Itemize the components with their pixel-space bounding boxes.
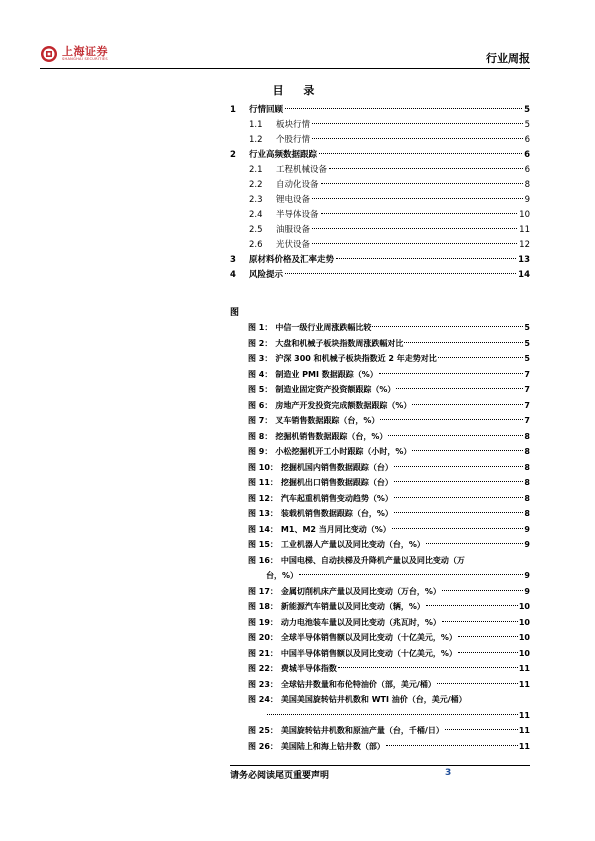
figure-label: 图 10： [248, 462, 278, 472]
toc-title: 目 录 [272, 84, 323, 97]
leader-dots [285, 273, 516, 274]
leader-dots [396, 388, 523, 389]
figure-label: 图 23： [248, 679, 278, 689]
leader-dots [442, 621, 518, 622]
figure-label: 图 26： [248, 741, 278, 751]
figure-entry[interactable] [248, 661, 530, 677]
figure-entry[interactable] [248, 320, 530, 336]
toc-entry-title: 自动化设备 [276, 180, 319, 190]
toc-entry-number: 2.5 [249, 225, 263, 235]
figure-page: 7 [524, 385, 530, 394]
figure-page: 10 [518, 648, 530, 658]
figure-entry[interactable] [248, 475, 530, 491]
toc-entry[interactable] [230, 253, 530, 268]
toc-entry-page: 13 [518, 255, 530, 265]
figure-label: 图 9： [248, 447, 273, 456]
figure-list-heading: 图 [230, 308, 240, 318]
toc-entry[interactable] [230, 163, 530, 178]
toc-entry[interactable] [230, 118, 530, 133]
leader-dots [458, 636, 518, 637]
leader-dots [412, 404, 523, 405]
toc-entry-title: 风险提示 [249, 270, 284, 280]
leader-dots [321, 213, 518, 214]
toc-entry[interactable] [230, 148, 530, 163]
leader-dots [442, 590, 523, 591]
logo [40, 45, 108, 63]
leader-dots [312, 123, 523, 124]
toc-entry[interactable] [230, 133, 530, 148]
toc-entry-page: 11 [519, 225, 530, 235]
leader-dots [388, 435, 523, 436]
figure-page: 8 [524, 462, 530, 472]
leader-dots [438, 357, 524, 358]
leader-dots [426, 543, 523, 544]
header-divider [40, 68, 530, 69]
logo-name: 上海证券 [62, 45, 108, 59]
figure-entry[interactable] [248, 351, 530, 367]
leader-dots [312, 228, 517, 229]
figure-page: 9 [524, 524, 530, 534]
figure-entry[interactable] [248, 367, 530, 383]
toc-entry-number: 2 [230, 150, 236, 160]
figure-page: 8 [524, 431, 530, 441]
figure-page: 7 [524, 416, 530, 425]
figure-page: 5 [524, 354, 530, 363]
figure-title: 美国旋转钻井机数和原油产量（台，千桶/日） [280, 726, 444, 735]
figure-title: 动力电池装车量以及同比变动（兆瓦时，%） [280, 617, 441, 627]
toc-entry[interactable] [230, 208, 530, 223]
figure-label: 图 2： [248, 338, 273, 348]
figure-title: 新能源汽车销量以及同比变动（辆，%） [280, 602, 425, 611]
leader-dots [329, 168, 523, 169]
figure-label: 图 21： [248, 648, 278, 658]
figure-label: 图 15： [248, 540, 278, 549]
leader-dots [338, 667, 518, 668]
toc-entry[interactable] [230, 238, 530, 253]
leader-dots [394, 481, 524, 482]
toc-entry-title: 锂电设备 [276, 195, 311, 205]
disclaimer-note: 请务必阅读尾页重要声明 [230, 771, 330, 781]
figure-entry[interactable] [248, 522, 530, 538]
leader-dots [312, 138, 523, 139]
figure-title: 大盘和机械子板块指数周涨跌幅对比 [275, 338, 404, 348]
figure-page: 8 [524, 493, 530, 503]
toc-entry-number: 2.1 [249, 165, 263, 175]
leader-dots [412, 450, 523, 451]
figure-entry[interactable] [248, 615, 530, 631]
figure-label: 图 14： [248, 524, 278, 534]
leader-dots [312, 243, 517, 244]
leader-dots [321, 183, 523, 184]
toc-entry[interactable] [230, 268, 530, 283]
figure-entry-continuation[interactable] [248, 708, 530, 724]
toc-entry[interactable] [230, 103, 530, 118]
figure-entry[interactable] [248, 723, 530, 739]
leader-dots [404, 342, 523, 343]
toc-entry-page: 8 [524, 180, 530, 190]
figure-title: 中国电梯、自动扶梯及升降机产量以及同比变动（万 [280, 555, 465, 565]
toc-entry-number: 1.1 [249, 120, 263, 130]
page-header [40, 40, 530, 70]
figure-page: 8 [524, 509, 530, 518]
toc-entry-number: 2.4 [249, 210, 263, 220]
toc-entry-title: 油服设备 [276, 225, 311, 235]
figure-entry[interactable] [248, 444, 530, 460]
figure-page: 11 [518, 741, 530, 751]
figure-entry[interactable] [248, 537, 530, 553]
leader-dots [312, 198, 523, 199]
figure-label: 图 8： [248, 431, 273, 441]
toc-entry-title: 光伏设备 [276, 240, 311, 250]
figure-title: M1、M2 当月同比变动（%） [280, 524, 391, 534]
toc-entry-number: 1.2 [249, 135, 263, 145]
leader-dots [386, 745, 518, 746]
figure-label: 图 19： [248, 617, 278, 627]
figure-label: 图 6： [248, 400, 273, 410]
figure-title: 费城半导体指数 [280, 664, 337, 673]
figure-page: 7 [524, 400, 530, 410]
figure-label: 图 12： [248, 493, 278, 503]
toc-entry-page: 5 [524, 120, 530, 130]
figure-title: 制造业固定资产投资额跟踪（%） [275, 385, 396, 394]
figure-label: 图 13： [248, 509, 278, 518]
toc-entry-title: 行情回顾 [249, 105, 284, 115]
figure-entry[interactable] [248, 460, 530, 476]
figure-entry[interactable] [248, 491, 530, 507]
figure-page: 9 [524, 540, 530, 549]
figure-entry[interactable] [248, 382, 530, 398]
figure-page: 9 [524, 586, 530, 596]
figure-entry[interactable] [248, 553, 530, 569]
figure-title: 装载机销售数据跟踪（台，%） [280, 509, 393, 518]
figure-label: 图 4： [248, 369, 273, 379]
figure-entry[interactable] [248, 336, 530, 352]
figure-page: 9 [524, 571, 530, 580]
toc-entry-number: 1 [230, 105, 236, 115]
figure-page: 5 [524, 323, 530, 332]
figure-entry[interactable] [248, 630, 530, 646]
figure-label: 图 5： [248, 385, 273, 394]
leader-dots [372, 326, 523, 327]
leader-dots [394, 497, 523, 498]
figure-title: 叉车销售数据跟踪（台，%） [275, 416, 380, 425]
leader-dots [319, 153, 522, 154]
figure-label: 图 18： [248, 602, 278, 611]
toc-entry-page: 6 [524, 165, 530, 175]
leader-dots [392, 528, 524, 529]
toc-entry-number: 3 [230, 255, 236, 265]
figure-page: 5 [524, 338, 530, 348]
figure-title: 全球半导体销售额以及同比变动（十亿美元，%） [280, 633, 457, 642]
toc-entry-number: 2.2 [249, 180, 263, 190]
figure-page: 10 [518, 617, 530, 627]
figure-title-continued: 台，%） [266, 571, 299, 580]
page-number: 3 [445, 768, 452, 778]
figure-title: 中国半导体销售额以及同比变动（十亿美元，%） [280, 648, 457, 658]
leader-dots [437, 683, 518, 684]
toc-entry-number: 2.6 [249, 240, 263, 250]
leader-dots [394, 466, 524, 467]
toc-entry-page: 12 [519, 240, 530, 250]
figure-page: 11 [518, 726, 530, 735]
leader-dots [285, 108, 522, 109]
toc-entry-page: 6 [524, 135, 530, 145]
leader-dots [299, 574, 523, 575]
toc-entry-page: 14 [518, 270, 530, 280]
figure-label: 图 7： [248, 416, 273, 425]
figure-title: 沪深 300 和机械子板块指数近 2 年走势对比 [275, 354, 437, 363]
toc-entry-title: 半导体设备 [276, 210, 319, 220]
figure-page: 11 [518, 664, 530, 673]
figure-title: 全球钻井数量和布伦特油价（部，美元/桶） [280, 679, 436, 689]
figure-title: 挖掘机国内销售数据跟踪（台） [280, 462, 393, 472]
toc-entry-title: 个股行情 [276, 135, 311, 145]
footer-divider [230, 765, 530, 766]
toc-entry-number: 2.3 [249, 195, 263, 205]
figure-title: 中信一级行业周涨跌幅比较 [275, 323, 372, 332]
toc-entry[interactable] [230, 178, 530, 193]
figure-label: 图 16： [248, 555, 278, 565]
logo-mark-icon [40, 45, 58, 63]
leader-dots [267, 714, 518, 715]
leader-dots [458, 652, 518, 653]
figure-page: 8 [524, 447, 530, 456]
figure-entry[interactable] [248, 398, 530, 414]
figure-entry-continuation[interactable] [248, 568, 530, 584]
figure-label: 图 25： [248, 726, 278, 735]
leader-dots [445, 729, 518, 730]
figure-label: 图 20： [248, 633, 278, 642]
figure-title: 挖掘机销售数据跟踪（台，%） [275, 431, 388, 441]
figure-label: 图 24： [248, 695, 278, 704]
figure-title: 制造业 PMI 数据跟踪（%） [275, 369, 378, 379]
report-type: 行业周报 [486, 52, 530, 65]
figure-page: 7 [524, 369, 530, 379]
figure-entry[interactable] [248, 413, 530, 429]
figure-entry[interactable] [248, 646, 530, 662]
toc-entry-page: 6 [524, 150, 530, 160]
leader-dots [380, 419, 523, 420]
figure-entry[interactable] [248, 429, 530, 445]
leader-dots [426, 605, 518, 606]
figure-title: 挖掘机出口销售数据跟踪（台） [280, 478, 393, 487]
leader-dots [379, 373, 524, 374]
figure-entry[interactable] [248, 739, 530, 755]
toc-entry[interactable] [230, 223, 530, 238]
figure-label: 图 17： [248, 586, 278, 596]
toc-entry-title: 工程机械设备 [276, 165, 328, 175]
toc-entry[interactable] [230, 193, 530, 208]
figure-entry[interactable] [248, 599, 530, 615]
toc-entry-page: 10 [519, 210, 530, 220]
figure-label: 图 22： [248, 664, 278, 673]
figure-entry[interactable] [248, 584, 530, 600]
figure-page: 10 [518, 633, 530, 642]
figure-title: 汽车起重机销售变动趋势（%） [280, 493, 393, 503]
logo-english-name: SHANGHAI SECURITIES [62, 57, 108, 62]
figure-entry[interactable] [248, 506, 530, 522]
figure-page: 11 [518, 710, 530, 720]
figure-title: 美国美国旋转钻井机数和 WTI 油价（台，美元/桶） [280, 695, 467, 704]
toc-entry-page: 5 [524, 105, 530, 115]
figure-title: 房地产开发投资完成额数据跟踪（%） [275, 400, 412, 410]
figure-page: 11 [518, 679, 530, 689]
figure-label: 图 11： [248, 478, 278, 487]
figure-title: 金属切削机床产量以及同比变动（万台，%） [280, 586, 441, 596]
figure-entry[interactable] [248, 692, 530, 708]
figure-title: 美国陆上和海上钻井数（部） [280, 741, 385, 751]
figure-list [248, 320, 530, 754]
figure-page: 10 [518, 602, 530, 611]
toc-entry-title: 行业高频数据跟踪 [249, 150, 318, 160]
figure-label: 图 1： [248, 323, 273, 332]
figure-title: 小松挖掘机开工小时跟踪（小时，%） [275, 447, 412, 456]
leader-dots [336, 258, 516, 259]
figure-page: 8 [524, 478, 530, 487]
leader-dots [394, 512, 523, 513]
toc-entry-title: 板块行情 [276, 120, 311, 130]
toc-list [230, 103, 530, 283]
figure-title: 工业机器人产量以及同比变动（台，%） [280, 540, 425, 549]
figure-label: 图 3： [248, 354, 273, 363]
toc-entry-page: 9 [524, 195, 530, 205]
figure-entry[interactable] [248, 677, 530, 693]
toc-entry-title: 原材料价格及汇率走势 [249, 255, 335, 265]
toc-entry-number: 4 [230, 270, 236, 280]
